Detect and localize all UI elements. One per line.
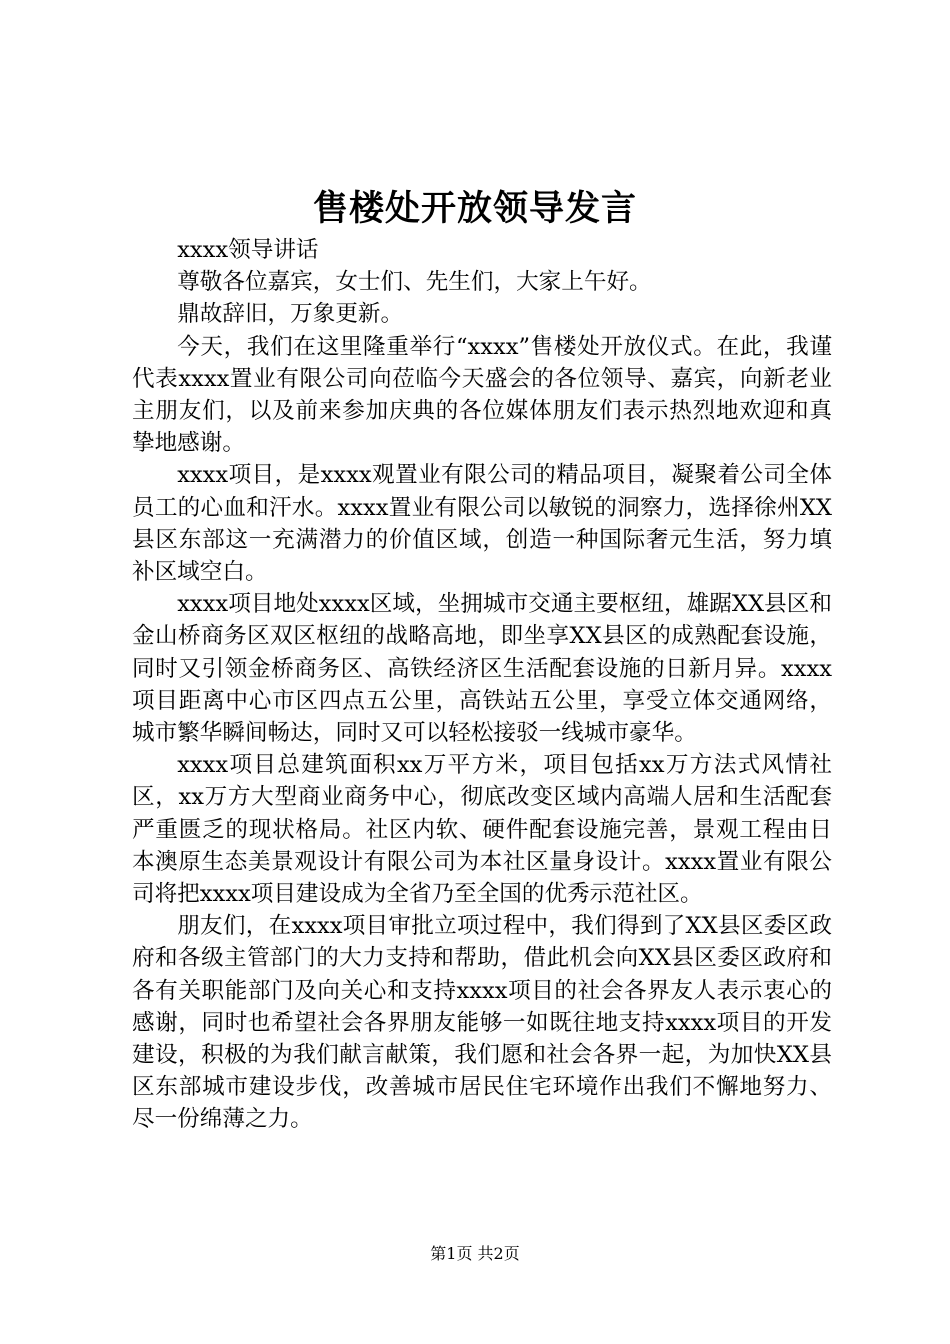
paragraph-project-intro: xxxx项目，是xxxx观置业有限公司的精品项目，凝聚着公司全体员工的心血和汗水。xxxx置业有限公司以敏锐的洞察力，选择徐州XX县区东部这一充满潜力的价值区域，创造一种国际奢元生活，努力填补区域空白。	[132, 462, 832, 586]
paragraph-greeting: 尊敬各位嘉宾，女士们、先生们，大家上午好。	[177, 269, 652, 296]
page-number: 第1页 共2页	[430, 1244, 520, 1263]
paragraph-location: xxxx项目地处xxxx区域，坐拥城市交通主要枢纽，雄踞XX县区和金山桥商务区双区枢纽的战略高地，即坐享XX县区的成熟配套设施，同时又引领金桥商务区、高铁经济区生活配套设施的日新月异。xxxx项目距离中心市区四点五公里，高铁站五公里，享受立体交通网络，城市繁华瞬间畅达，同时又可以轻松接驳一线城市豪华。	[132, 591, 832, 747]
document-body	[132, 234, 832, 1136]
paragraph-scale: xxxx项目总建筑面积xx万平方米，项目包括xx万方法式风情社区，xx万方大型商业商务中心，彻底改变区域内高端人居和生活配套严重匮乏的现状格局。社区内软、硬件配套设施完善，景观工程由日本澳原生态美景观设计有限公司为本社区量身设计。xxxx置业有限公司将把xxxx项目建设成为全省乃至全国的优秀示范社区。	[132, 752, 832, 908]
paragraph-thanks: 朋友们，在xxxx项目审批立项过程中，我们得到了XX县区委区政府和各级主管部门的大力支持和帮助，借此机会向XX县区委区政府和各有关职能部门及向关心和支持xxxx项目的社会各界友人表示衷心的感谢，同时也希望社会各界朋友能够一如既往地支持xxxx项目的开发建设，积极的为我们献言献策，我们愿和社会各界一起，为加快XX县区东部城市建设步伐，改善城市居民住宅环境作出我们不懈地努力、尽一份绵薄之力。	[132, 913, 832, 1133]
paragraph-welcome: 今天，我们在这里隆重举行“xxxx”售楼处开放仪式。在此，我谨代表xxxx置业有限公司向莅临今天盛会的各位领导、嘉宾，向新老业主朋友们，以及前来参加庆典的各位媒体朋友们表示热烈地欢迎和真挚地感谢。	[132, 333, 832, 457]
document-title: 售楼处开放领导发言	[312, 188, 637, 229]
paragraph-speech-label: xxxx领导讲话	[177, 237, 319, 263]
paragraph-new-year: 鼎故辞旧，万象更新。	[177, 301, 404, 328]
